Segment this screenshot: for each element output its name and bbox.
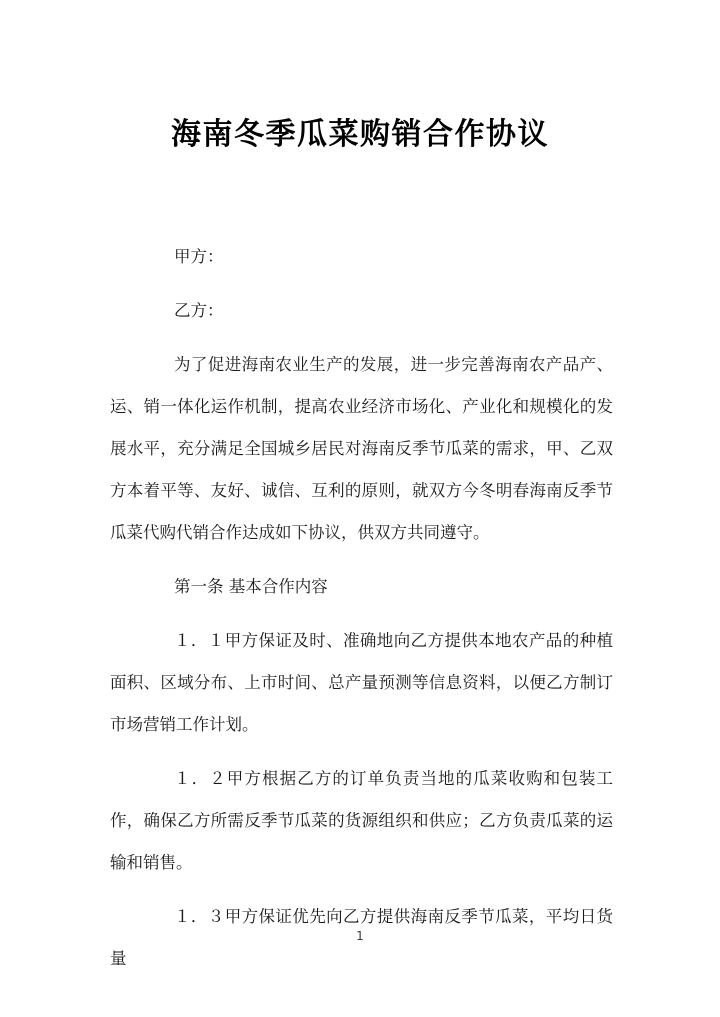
spacer [110,332,613,344]
page-number: 1 [356,929,364,943]
document-body [110,236,613,980]
spacer [110,278,613,290]
clause-1-2: １．２甲方根据乙方的订单负责当地的瓜菜收购和包装工作，确保乙方所需反季节瓜菜的货源组织和供应；乙方负责瓜菜的运输和销售。 [110,769,613,872]
clause-1-1: １．１甲方保证及时、准确地向乙方提供本地农产品的种植面积、区域分布、上市时间、总产量预测等信息资料，以便乙方制订市场营销工作计划。 [110,631,613,734]
party-b-field: 乙方： [174,301,224,320]
spacer [110,554,613,566]
spacer [110,608,613,620]
page-title: 海南冬季瓜菜购销合作协议 [171,117,549,152]
spacer [110,746,613,758]
clause-1-3: １．３甲方保证优先向乙方提供海南反季节瓜菜，平均日货量 [110,907,613,968]
spacer [110,884,613,896]
article-1-heading: 第一条 基本合作内容 [174,577,328,596]
preamble-paragraph: 为了促进海南农业生产的发展，进一步完善海南农产品产、运、销一体化运作机制，提高农业经济市场化、产业化和规模化的发展水平，充分满足全国城乡居民对海南反季节瓜菜的需求，甲、乙双方本着平等、友好、诚信、互利的原则，就双方今冬明春海南反季节瓜菜代购代销合作达成如下协议，供双方共同遵守。 [110,355,613,542]
party-a-field: 甲方： [174,247,224,266]
